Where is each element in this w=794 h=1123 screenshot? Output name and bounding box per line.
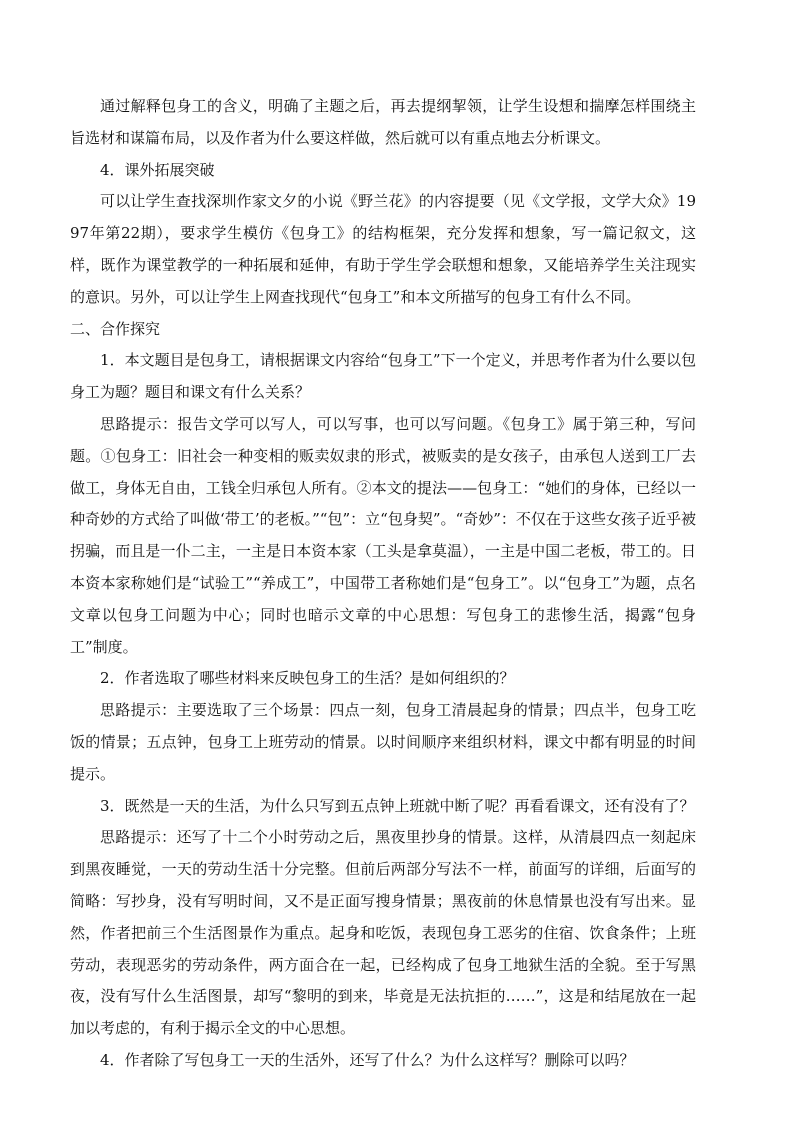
answer-hint-2: 思路提示：主要选取了三个场景：四点一刻，包身工清晨起身的情景；四点半，包身工吃饭的情景；五点钟，包身工上班劳动的情景。以时间顺序来组织材料，课文中都有明显的时间提示。 (70, 701, 696, 783)
paragraph-topic-explanation: 通过解释包身工的含义，明确了主题之后，再去提纲挈领，让学生设想和揣摩怎样围绕主旨选材和谋篇布局，以及作者为什么要这样做，然后就可以有重点地去分析课文。 (70, 97, 696, 147)
answer-hint-1: 思路提示：报告文学可以写人，可以写事，也可以写问题。《包身工》属于第三种，写问题。①包身工：旧社会一种变相的贩卖奴隶的形式，被贩卖的是女孩子，由承包人送到工厂去做工，身体无自由，工钱全归承包人所有。②本文的提法——包身工：“她们的身体，已经以一种奇妙的方式给了叫做‘带工’的老板。”“包”：立“包身契”。“奇妙”：不仅在于这些女孩子近乎被拐骗，而且是一仆二主，一主是日本资本家（工头是拿莫温），一主是中国二老板，带工的。日本资本家称她们是“试验工”“养成工”，中国带工者称她们是“包身工”。以“包身工”为题，点名文章以包身工问题为中心；同时也暗示文章的中心思想：写包身工的悲惨生活，揭露“包身工”制度。 (70, 414, 696, 656)
question-2: 2．作者选取了哪些材料来反映包身工的生活？是如何组织的？ (100, 669, 515, 688)
question-1: 1．本文题目是包身工，请根据课文内容给“包身工”下一个定义，并思考作者为什么要以包身工为题？题目和课文有什么关系？ (70, 351, 696, 402)
paragraph-extension-activity: 可以让学生查找深圳作家文夕的小说《野兰花》的内容提要（见《文学报，文学大众》1997年第22期），要求学生模仿《包身工》的结构框架，充分发挥和想象，写一篇记叙文，这样，既作为课堂教学的一种拓展和延伸，有助于学生学会联想和想象，又能培养学生关注现实的意识。另外，可以让学生上网查找现代“包身工”和本文所描写的包身工有什么不同。 (70, 192, 696, 306)
question-3: 3．既然是一天的生活，为什么只写到五点钟上班就中断了呢？再看看课文，还有没有了？ (100, 796, 695, 815)
question-4: 4．作者除了写包身工一天的生活外，还写了什么？为什么这样写？删除可以吗？ (100, 1050, 635, 1069)
section-heading-cooperative-inquiry: 二、合作探究 (70, 319, 161, 338)
answer-hint-3: 思路提示：还写了十二个小时劳动之后，黑夜里抄身的情景。这样，从清晨四点一刻起床到黑夜睡觉，一天的劳动生活十分完整。但前后两部分写法不一样，前面写的详细，后面写的简略：写抄身，没有写明时间，又不是正面写搜身情景；黑夜前的休息情景也没有写出来。显然，作者把前三个生活图景作为重点。起身和吃饭，表现包身工恶劣的住宿、饮食条件；上班劳动，表现恶劣的劳动条件，两方面合在一起，已经构成了包身工地狱生活的全貌。至于写黑夜，没有写什么生活图景，却写“黎明的到来，毕竟是无法抗拒的……”，这是和结尾放在一起加以考虑的，有利于揭示全文的中心思想。 (70, 828, 696, 1038)
section-heading-extension: 4．课外拓展突破 (100, 160, 215, 179)
document-body (70, 91, 696, 1077)
